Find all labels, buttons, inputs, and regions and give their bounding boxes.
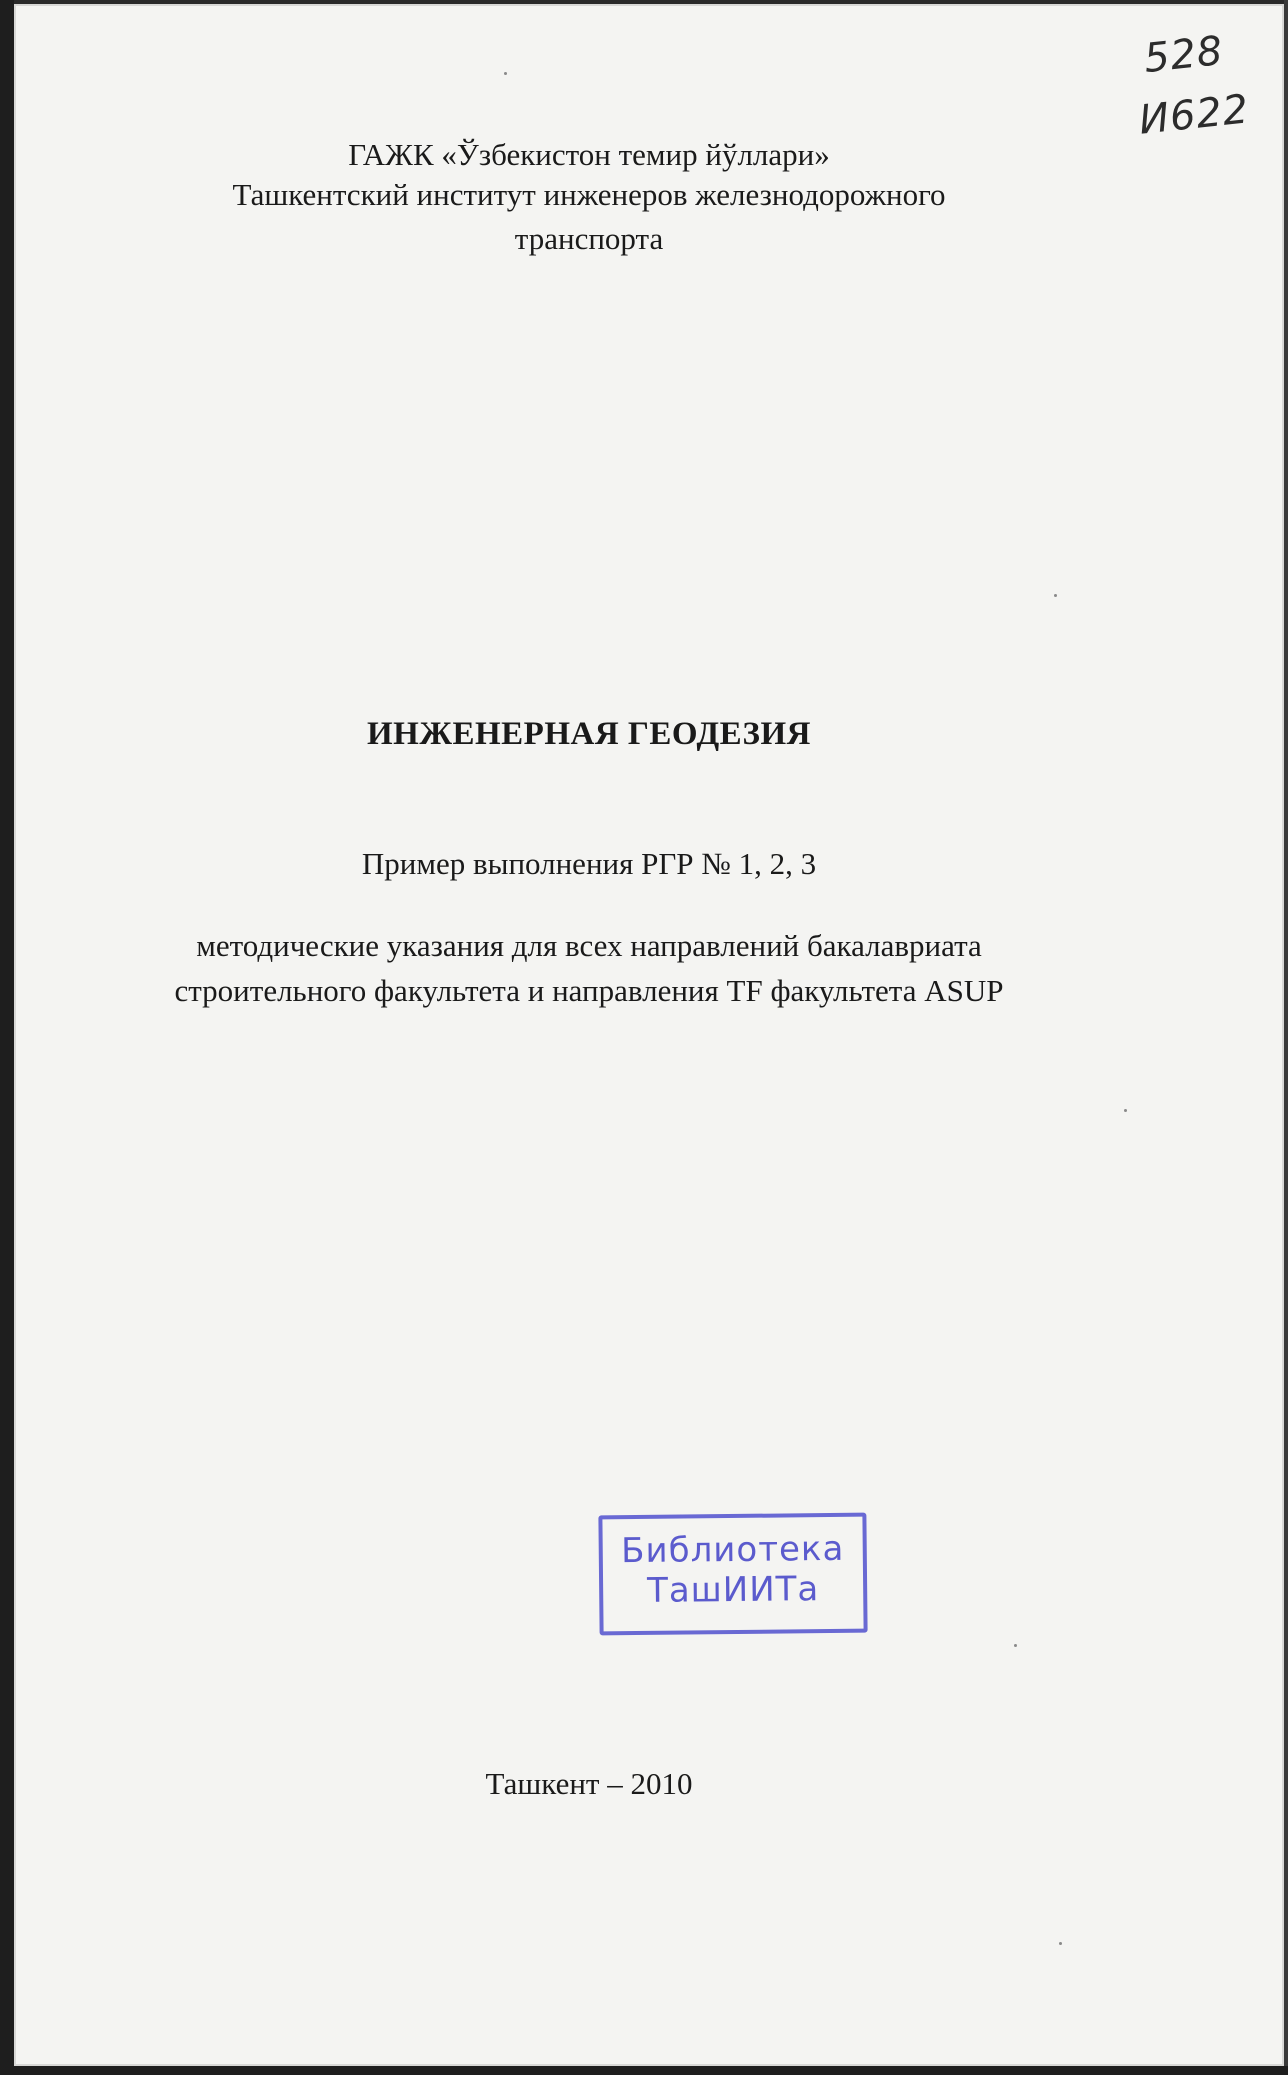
stamp-line-2: ТашИИТа xyxy=(646,1569,820,1611)
description-line-2: строительного факультета и направления TF факультета ASUP xyxy=(174,973,1004,1008)
stamp-line-1: Библиотека xyxy=(620,1528,845,1572)
scan-speck xyxy=(1059,1942,1062,1945)
organization-line-3: транспорта xyxy=(514,221,664,256)
scan-bottom-border xyxy=(0,2066,1288,2075)
handwritten-catalog-code: И622 xyxy=(1136,86,1252,144)
city-year: Ташкент – 2010 xyxy=(485,1766,693,1801)
scan-speck xyxy=(504,72,507,75)
scan-speck xyxy=(1124,1109,1127,1112)
organization-line-2: Ташкентский институт инженеров железнодорожного xyxy=(232,177,946,212)
scan-speck xyxy=(1014,1644,1017,1647)
handwritten-shelf-number: 528 xyxy=(1141,27,1226,83)
document-subtitle: Пример выполнения РГР № 1, 2, 3 xyxy=(361,846,817,881)
title-page xyxy=(14,4,1284,2066)
description-line-1: методические указания для всех направлений бакалавриата xyxy=(196,928,982,963)
library-stamp xyxy=(598,1513,867,1636)
scan-right-border xyxy=(1284,0,1288,2075)
scan-speck xyxy=(1054,594,1057,597)
organization-line-1: ГАЖК «Ўзбекистон темир йўллари» xyxy=(348,137,830,172)
scan-left-border xyxy=(0,0,14,2075)
document-title: ИНЖЕНЕРНАЯ ГЕОДЕЗИЯ xyxy=(367,716,811,752)
